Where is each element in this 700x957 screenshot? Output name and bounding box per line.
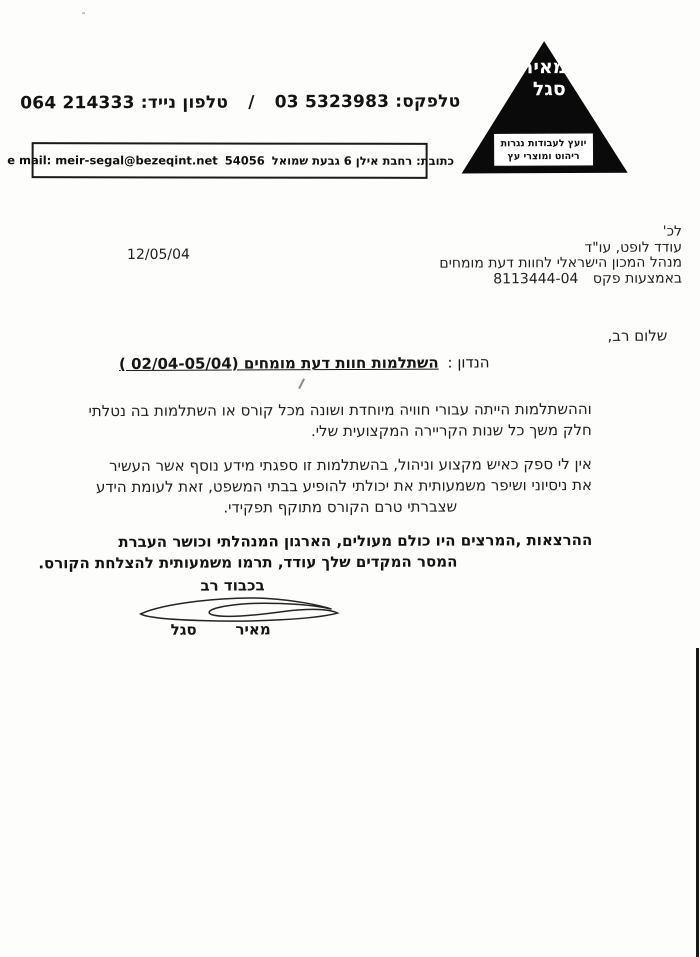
scan-speck-artifact [82,12,85,14]
logo-name-line2: סגל [532,78,566,101]
paragraph-2 [62,454,592,519]
paragraph-2-line-1: אין לי ספק כאיש מקצוע וניהול, בהשתלמות זו ספגתי מידע נוסף אשר העשיר [109,454,592,476]
fax-number: 03 5323983 [274,91,390,113]
paragraph-2-line-2: את ניסיוני ושיפר משמעותית את יכולתי להופיע בבתי המשפט, זאת לעומת הידע [95,475,593,497]
letter-date: 12/05/04 [126,246,190,263]
paragraph-3-line-1: ההרצאות ,המרצים היו כולם מעולים, הארגון המנהלתי וכושר העברת [118,530,593,552]
subject-line [119,353,490,373]
logo-label-line1: יועץ לעבודות נגרות [500,137,587,150]
paragraph-1-line-2: חלק משך כל שנות הקריירה המקצועית שלי. [310,420,592,441]
paragraph-3 [38,530,593,574]
paragraph-3-line-2: המסר המקדים שלך עודד, תרמו משמעותית להצלחת הקורס. [38,552,458,573]
recipient-line-fax [439,271,682,288]
via-fax-label: באמצעות פקס [592,270,683,287]
scan-edge-line-artifact [696,648,699,957]
signature-path [141,598,338,622]
subject-text: השתלמות חוות דעת מומחים (02/04-05/04 ) [118,353,439,374]
email-label: e mail: [7,153,52,168]
recipient-line-name: עודד לופט, עו"ד [584,239,683,256]
logo-label-line2: ריהוט ומוצרי עץ [507,150,580,163]
signer-name [171,620,271,638]
recipient-fax-number: 8113444-04 [493,270,579,287]
recipient-line-to: לכ' [662,223,682,240]
address-text: רחבת אילן 6 גבעת שמואל [271,153,413,168]
closing-salutation: בכבוד רב [200,576,265,595]
address-box [7,142,454,179]
email-wrap [7,153,218,167]
greeting-line: שלום רב, [607,326,668,345]
signer-first-name: מאיר [235,620,271,639]
mobile-label: טלפון נייד: [140,92,229,113]
logo-name-line1: מאיר [521,56,567,79]
fax-label: טלפקס: [395,91,461,112]
scan-slash-artifact [298,378,305,389]
paragraph-2-line-3: שצברתי טרם הקורס מתוקף תפקידי. [223,497,458,517]
subject-label: הנדון : [447,353,490,372]
mobile-number: 064 214333 [20,92,135,114]
separator-slash: / [248,92,255,113]
phone-fax-line [20,92,460,114]
letter-body [38,399,593,587]
paragraph-1-line-1: וההשתלמות הייתה עבורי חוויה מיוחדת ושונה מכל קורס או השתלמות בה נטלתי [88,399,592,421]
email-address: meir-segal@bezeqint.net [55,153,218,168]
zip-code: 54056 [224,153,265,168]
signer-last-name: סגל [170,620,197,639]
recipient-line-title: מנהל המכון הישראלי לחוות דעת מומחים [439,254,683,272]
paragraph-1 [62,399,592,443]
recipient-block [439,225,682,288]
company-logo-triangle-icon [458,39,631,176]
address-label: כתובת: [416,153,454,168]
